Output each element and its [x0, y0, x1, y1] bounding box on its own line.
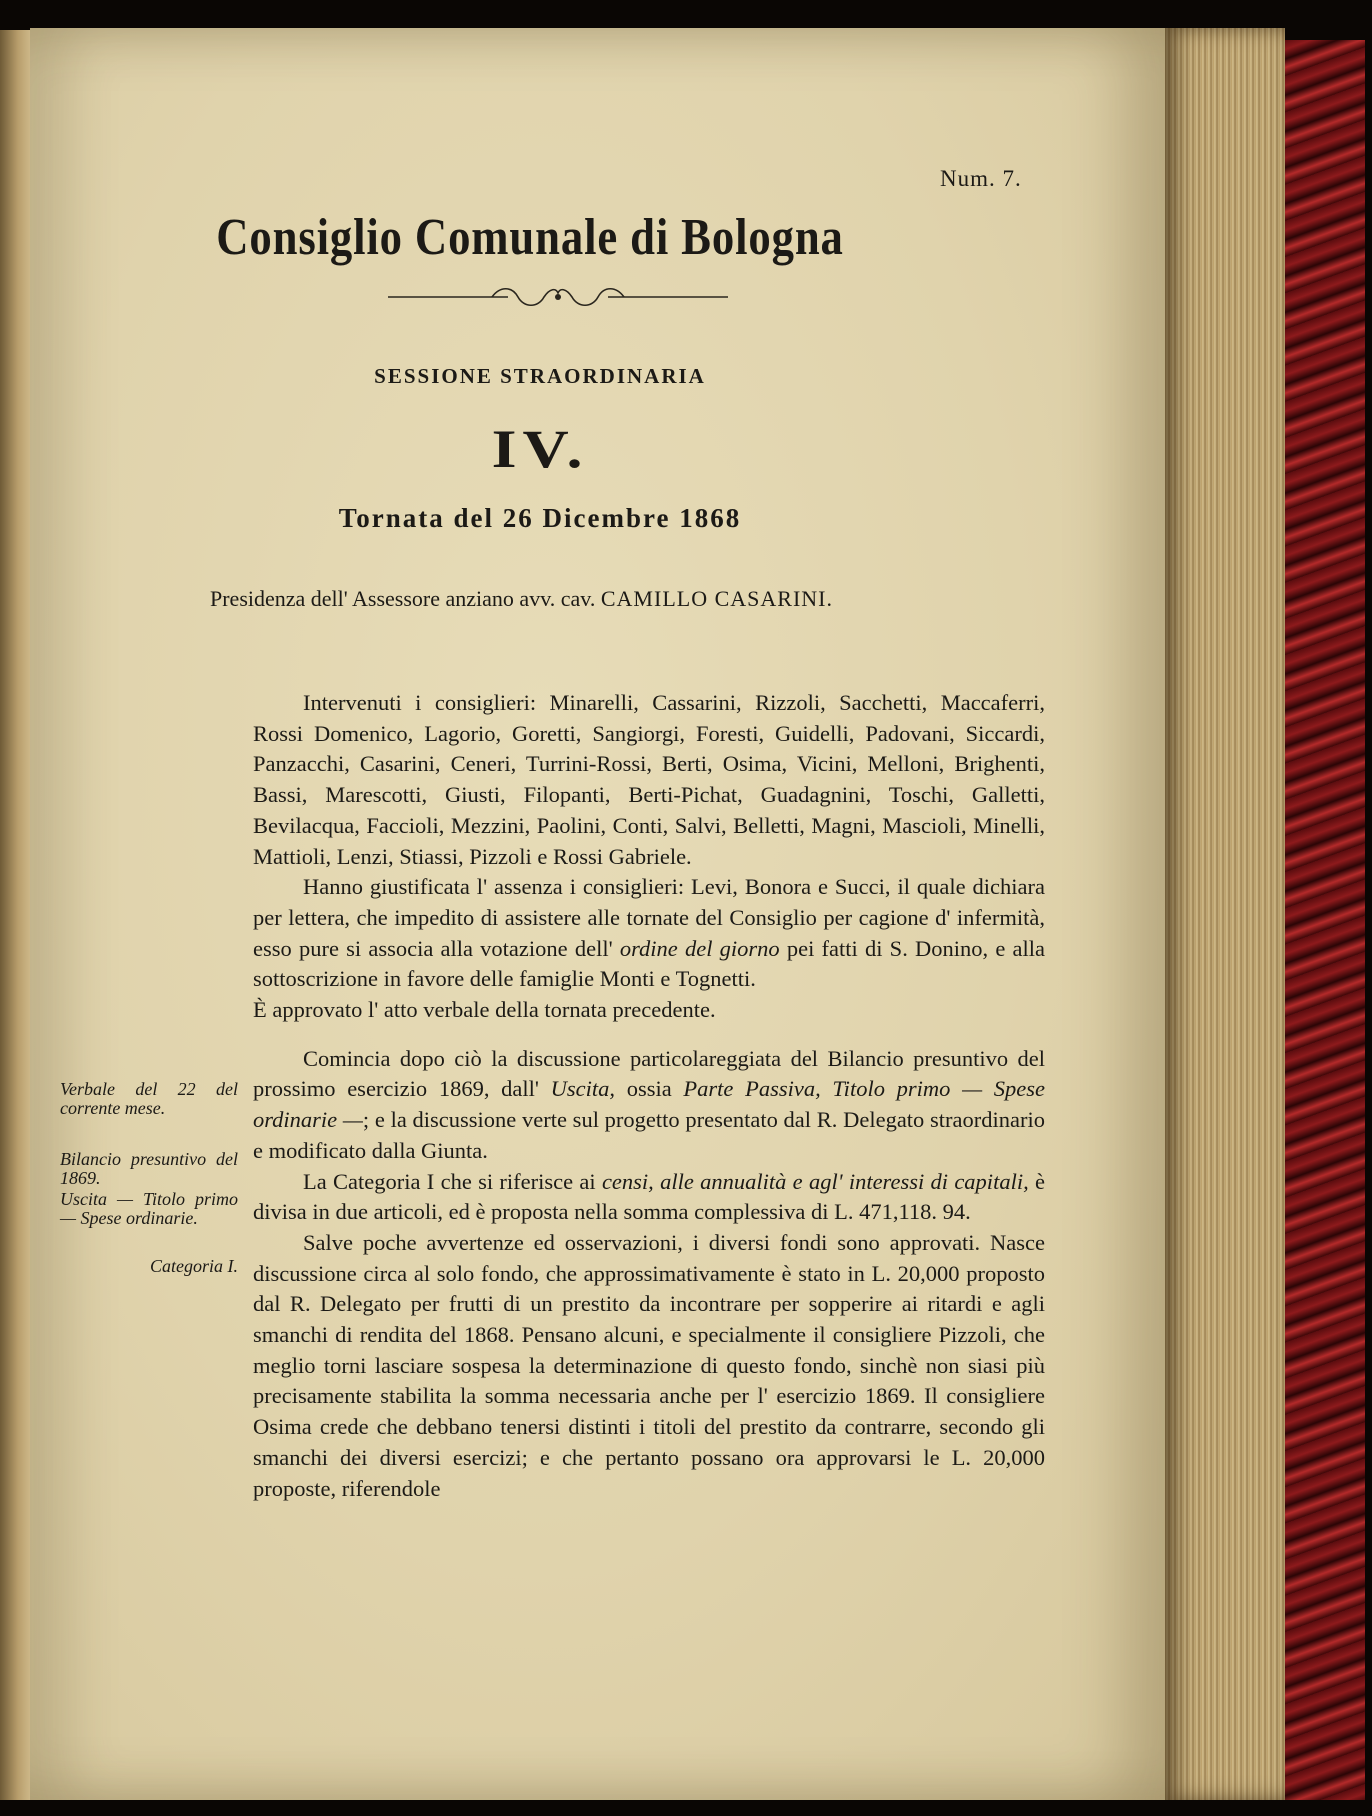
paragraph-absences [253, 872, 1045, 995]
minutes-body [253, 688, 1045, 1504]
text-run: Comincia dopo ciò la discussione particolareggiata del Bilancio presuntivo del prossimo esercizio 1869, dall' [253, 1045, 1045, 1102]
italic-run: Parte Passiva, Titolo primo — Spese ordinarie — [253, 1076, 1046, 1133]
margin-note-verbale: Verbale del 22 del corrente mese. [60, 1079, 238, 1118]
paragraph-category [253, 1167, 1045, 1228]
paragraph-gap [253, 1026, 1045, 1044]
tornata-date: Tornata del 26 Dicembre 1868 [338, 503, 742, 533]
ornament-divider-icon [388, 284, 728, 310]
paragraph-discussion [253, 1044, 1045, 1167]
text-run: Hanno giustificata l' assenza i consiglieri: Levi, Bonora e Succi, il quale dichiara per lettera, che impedito di assistere alle tornate del Consiglio per cagione d' infermità, esso pure si associa alla votazione dell' [253, 874, 1045, 961]
marbled-cover [1285, 40, 1365, 1800]
session-heading: SESSIONE STRAORDINARIA [374, 364, 706, 388]
text-run: ossia [615, 1076, 684, 1102]
text-run: ; e la discussione verte sul progetto presentato dal R. Delegato straordinario e modificato dalla Giunta. [253, 1107, 1045, 1163]
presidenza-prefix: Presidenza dell' Assessore anziano avv. cav. [210, 586, 596, 611]
margin-note-uscita: Uscita — Titolo primo — Spese ordinarie. [60, 1189, 238, 1228]
session-number: IV. [491, 418, 589, 479]
page-number-label: Num. 7. [940, 166, 1022, 191]
italic-run: censi, alle annualità e agl' interessi di capitali, [601, 1168, 1029, 1194]
text-run: è divisa in due articoli, ed è proposta nella somma complessiva di L. 471,118. 94. [253, 1168, 1045, 1225]
page-title: Consiglio Comunale di Bologna [216, 209, 844, 266]
text-run: pei fatti di S. Donino, e alla sottoscrizione in favore delle famiglie Monti e Tognetti. [253, 935, 1045, 992]
italic-run: Uscita, [550, 1076, 616, 1102]
page-fore-edge [1165, 28, 1285, 1800]
presidenza-name: CAMILLO CASARINI. [600, 586, 833, 611]
margin-note-bilancio: Bilancio presuntivo del 1869. [60, 1149, 238, 1188]
paragraph-attendees: Intervenuti i consiglieri: Minarelli, Cassarini, Rizzoli, Sacchetti, Maccaferri, Rossi Domenico, Lagorio, Goretti, Sangiorgi, Foresti, Guidelli, Padovani, Siccardi, Panzacchi, Casarini, Ceneri, Turrini-Rossi, Berti, Osima, Vicini, Melloni, Brighenti, Bassi, Marescotti, Giusti, Filopanti, Berti-Pichat, Guadagnini, Toschi, Galletti, Bevilacqua, Faccioli, Mezzini, Paolini, Conti, Salvi, Belletti, Magni, Mascioli, Minelli, Mattioli, Lenzi, Stiassi, Pizzoli e Rossi Gabriele. [253, 690, 1045, 869]
paragraph-funds: Salve poche avvertenze ed osservazioni, i diversi fondi sono approvati. Nasce discussione circa al solo fondo, che approssimativamente è stato in L. 20,000 proposto dal R. Delegato per frutti di un prestito da incontrare per sopperire ai ritardi e agli smanchi di rendita del 1868. Pensano alcuni, e specialmente il consigliere Pizzoli, che meglio torni lasciare sospesa la determinazione di questo fondo, sinchè non siasi più precisamente stabilita la somma necessaria anche per l' esercizio 1869. Il consigliere Osima crede che debbano tenersi distinti i titoli del prestito da contrarre, secondo gli smanchi dei diversi esercizi; e che pertanto possano ora approvarsi le L. 20,000 proposte, riferendole [253, 1229, 1045, 1501]
margin-note-categoria: Categoria I. [150, 1256, 238, 1276]
left-page-edge [0, 30, 30, 1800]
presidenza-line [210, 586, 833, 612]
italic-run: ordine del giorno [619, 935, 780, 961]
text-run: La Categoria I che si riferisce ai [303, 1168, 602, 1194]
paragraph-approval: È approvato l' atto verbale della tornata precedente. [253, 997, 716, 1023]
